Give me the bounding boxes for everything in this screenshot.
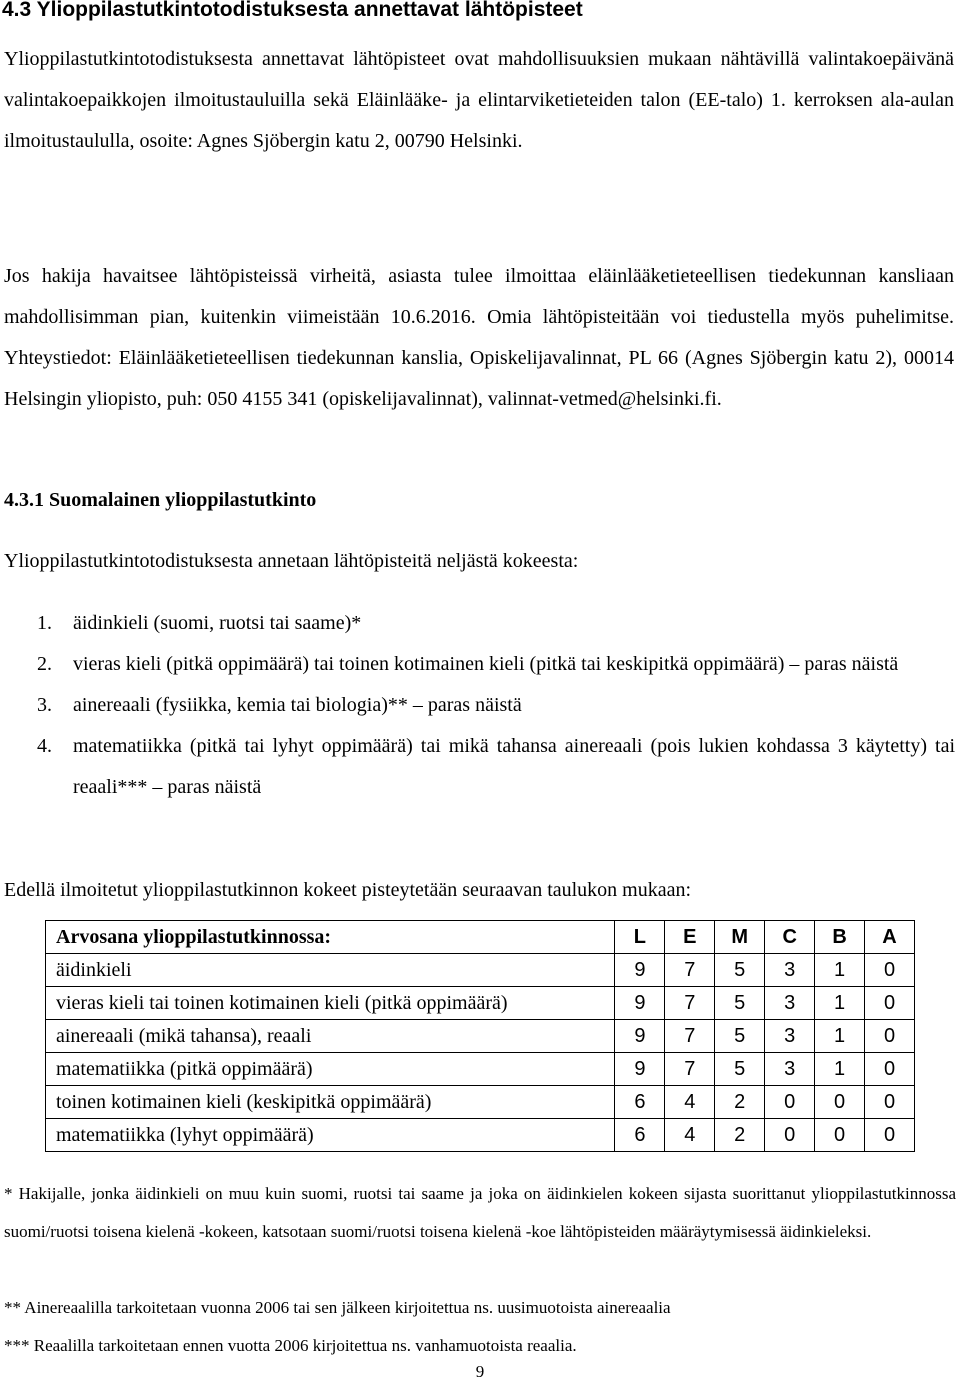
cell-value: 6 — [615, 1086, 665, 1119]
cell-value: 2 — [715, 1086, 765, 1119]
table-header-row — [46, 921, 915, 954]
row-label: matematiikka (pitkä oppimäärä) — [46, 1053, 615, 1086]
grade-header-C: C — [765, 921, 815, 954]
list-item-text: vieras kieli (pitkä oppimäärä) tai toinen kotimainen kieli (pitkä tai keskipitkä oppimäärä) – paras näistä — [73, 653, 899, 675]
table-row — [46, 1053, 915, 1086]
cell-value: 0 — [865, 1053, 915, 1086]
results-availability-paragraph: Ylioppilastutkintotodistuksesta annettavat lähtöpisteet ovat mahdollisuuksien mukaan nähtävillä valintakoepäivänä valintakoepaikkojen ilmoitustauluilla sekä Eläinlääke- ja elintarviketieteiden talon (EE-talo) 1. kerroksen ala-aulan ilmoitustaululla, osoite: Agnes Sjöbergin katu 2, 00790 Helsinki. — [4, 48, 954, 152]
list-item-number: 2. — [37, 653, 52, 675]
table-intro: Edellä ilmoitetut ylioppilastutkinnon kokeet pisteytetään seuraavan taulukon mukaan: — [4, 879, 692, 901]
row-label: vieras kieli tai toinen kotimainen kieli (pitkä oppimäärä) — [46, 987, 615, 1020]
cell-value: 5 — [715, 1020, 765, 1053]
row-label: matematiikka (lyhyt oppimäärä) — [46, 1119, 615, 1152]
list-item-text: ainereaali (fysiikka, kemia tai biologia)** – paras näistä — [73, 694, 522, 716]
cell-value: 3 — [765, 1020, 815, 1053]
cell-value: 1 — [815, 1020, 865, 1053]
list-item-number: 4. — [37, 735, 52, 757]
cell-value: 1 — [815, 954, 865, 987]
list-item-number: 1. — [37, 612, 52, 634]
section-title: 4.3 Ylioppilastutkintotodistuksesta annettavat lähtöpisteet — [2, 0, 583, 21]
grade-points-table — [45, 920, 915, 1152]
cell-value: 5 — [715, 987, 765, 1020]
cell-value: 0 — [865, 987, 915, 1020]
subsection-intro: Ylioppilastutkintotodistuksesta annetaan lähtöpisteitä neljästä kokeesta: — [4, 550, 579, 572]
cell-value: 2 — [715, 1119, 765, 1152]
cell-value: 0 — [865, 1086, 915, 1119]
cell-value: 4 — [665, 1086, 715, 1119]
grade-header-A: A — [865, 921, 915, 954]
page-number: 9 — [475, 1362, 485, 1381]
list-item-text: matematiikka (pitkä tai lyhyt oppimäärä) tai mikä tahansa ainereaali (pois lukien kohdassa 3 käytetty) tai reaali*** – paras näistä — [73, 735, 955, 798]
cell-value: 3 — [765, 1053, 815, 1086]
table-row — [46, 1086, 915, 1119]
cell-value: 4 — [665, 1119, 715, 1152]
list-item-text: äidinkieli (suomi, ruotsi tai saame)* — [73, 612, 362, 634]
table-row — [46, 1119, 915, 1152]
grade-header-B: B — [815, 921, 865, 954]
cell-value: 1 — [815, 1053, 865, 1086]
cell-value: 0 — [765, 1086, 815, 1119]
table-row — [46, 1020, 915, 1053]
list-item-number: 3. — [37, 694, 52, 716]
cell-value: 5 — [715, 1053, 765, 1086]
footnote-mother-tongue: * Hakijalle, jonka äidinkieli on muu kuin suomi, ruotsi tai saame ja joka on äidinkielen kokeen sijasta suorittanut ylioppilastutkinnossa suomi/ruotsi toisena kielenä -kokeen, katsotaan suomi/ruotsi toisena kielenä -koe lähtöpisteiden määräytymisessä äidinkieleksi. — [4, 1184, 956, 1241]
cell-value: 0 — [865, 1020, 915, 1053]
footnote-ainereaali: ** Ainereaalilla tarkoitetaan vuonna 2006 tai sen jälkeen kirjoitettua ns. uusimuotoista ainereaalia — [4, 1298, 671, 1317]
cell-value: 3 — [765, 987, 815, 1020]
grade-header-M: M — [715, 921, 765, 954]
grade-header-E: E — [665, 921, 715, 954]
cell-value: 0 — [815, 1119, 865, 1152]
error-reporting-paragraph: Jos hakija havaitsee lähtöpisteissä virheitä, asiasta tulee ilmoittaa eläinlääketieteellisen tiedekunnan kansliaan mahdollisimman pian, kuitenkin viimeistään 10.6.2016. Omia lähtöpisteitään voi tiedustella myös puhelimitse. Yhteystiedot: Eläinlääketieteellisen tiedekunnan kanslia, Opiskelijavalinnat, PL 66 (Agnes Sjöbergin katu 2), 00014 Helsingin yliopisto, puh: 050 4155 341 (opiskelijavalinnat), valinnat-vetmed@helsinki.fi. — [4, 265, 954, 410]
footnote-reaali: *** Reaalilla tarkoitetaan ennen vuotta 2006 kirjoitettua ns. vanhamuotoista reaalia. — [4, 1336, 577, 1355]
cell-value: 0 — [865, 1119, 915, 1152]
cell-value: 9 — [615, 954, 665, 987]
list-item — [0, 603, 955, 644]
cell-value: 7 — [665, 954, 715, 987]
grade-header-L: L — [615, 921, 665, 954]
cell-value: 0 — [815, 1086, 865, 1119]
cell-value: 9 — [615, 1053, 665, 1086]
cell-value: 7 — [665, 987, 715, 1020]
cell-value: 9 — [615, 987, 665, 1020]
exam-subject-list — [0, 603, 955, 808]
table-header-label: Arvosana ylioppilastutkinnossa: — [46, 921, 615, 954]
cell-value: 5 — [715, 954, 765, 987]
list-item — [0, 644, 955, 685]
cell-value: 0 — [865, 954, 915, 987]
cell-value: 1 — [815, 987, 865, 1020]
table-row — [46, 954, 915, 987]
subsection-title: 4.3.1 Suomalainen ylioppilastutkinto — [4, 489, 317, 511]
row-label: ainereaali (mikä tahansa), reaali — [46, 1020, 615, 1053]
cell-value: 7 — [665, 1053, 715, 1086]
list-item — [0, 726, 955, 808]
cell-value: 0 — [765, 1119, 815, 1152]
cell-value: 3 — [765, 954, 815, 987]
cell-value: 9 — [615, 1020, 665, 1053]
cell-value: 7 — [665, 1020, 715, 1053]
table-row — [46, 987, 915, 1020]
list-item — [0, 685, 955, 726]
cell-value: 6 — [615, 1119, 665, 1152]
row-label: toinen kotimainen kieli (keskipitkä oppimäärä) — [46, 1086, 615, 1119]
row-label: äidinkieli — [46, 954, 615, 987]
